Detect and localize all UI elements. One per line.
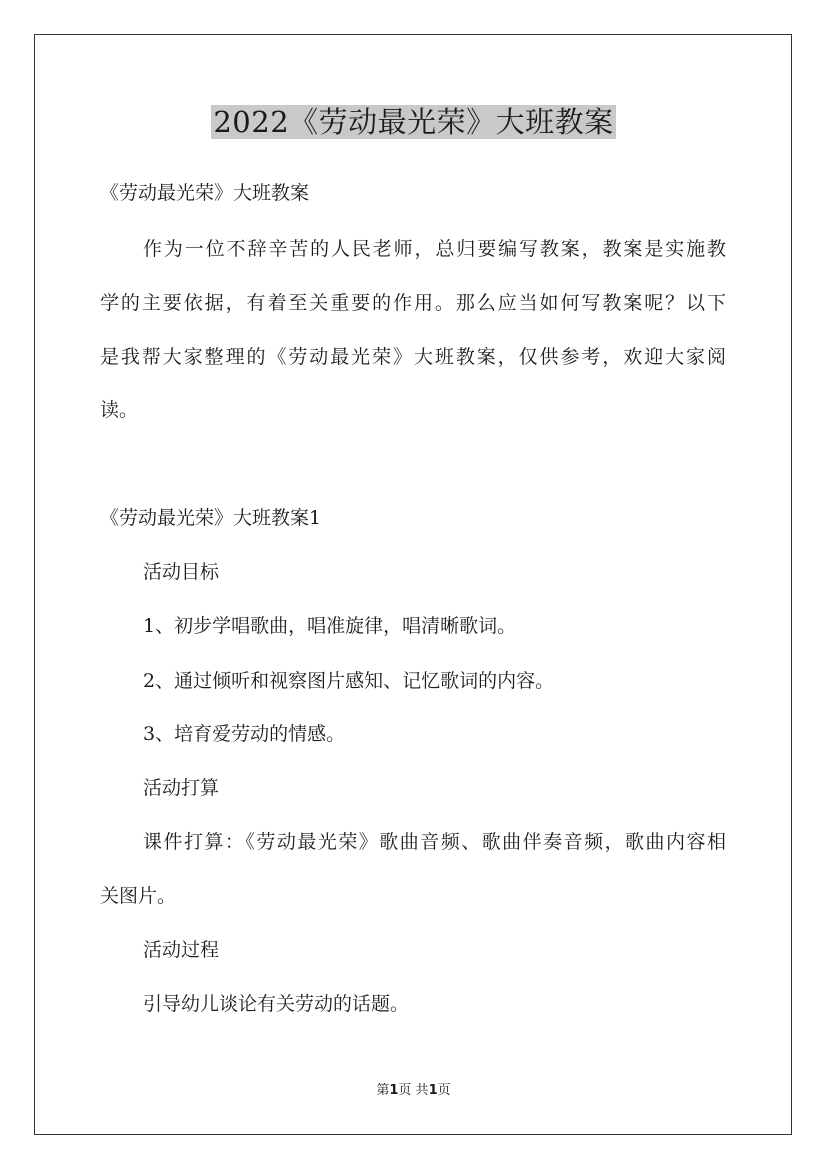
- document-title: [0, 101, 827, 143]
- goal-item: 1、初步学唱歌曲，唱准旋律，唱清晰歌词。: [143, 615, 517, 637]
- footer-page-total: 1: [428, 1083, 438, 1098]
- page-footer: [0, 1082, 827, 1100]
- document-title-text: 2022《劳动最光荣》大班教案: [213, 105, 614, 139]
- document-subtitle: 《劳动最光荣》大班教案: [100, 182, 310, 204]
- footer-page-number: 1: [389, 1083, 399, 1098]
- intro-line: 学的主要依据，有着至关重要的作用。那么应当如何写教案呢？以下: [100, 292, 726, 314]
- prep-heading: 活动打算: [143, 777, 220, 799]
- goals-heading: 活动目标: [143, 561, 220, 583]
- prep-line: 课件打算：《劳动最光荣》歌曲音频、歌曲伴奏音频，歌曲内容相: [143, 831, 726, 853]
- intro-line: 作为一位不辞辛苦的人民老师，总归要编写教案，教案是实施教: [143, 238, 726, 260]
- intro-line: 是我帮大家整理的《劳动最光荣》大班教案，仅供参考，欢迎大家阅: [100, 346, 726, 368]
- process-item: 引导幼儿谈论有关劳动的话题。: [143, 993, 410, 1015]
- goal-item: 2、通过倾听和视察图片感知、记忆歌词的内容。: [143, 670, 555, 692]
- footer-page-suffix: 页: [437, 1083, 451, 1098]
- footer-page-prefix: 第: [376, 1083, 390, 1098]
- goal-item: 3、培育爱劳动的情感。: [143, 723, 346, 745]
- prep-line: 关图片。: [100, 885, 177, 907]
- footer-page-mid: 页 共: [398, 1083, 429, 1098]
- section-heading: 《劳动最光荣》大班教案1: [100, 507, 322, 529]
- intro-line: 读。: [100, 399, 139, 421]
- process-heading: 活动过程: [143, 939, 220, 961]
